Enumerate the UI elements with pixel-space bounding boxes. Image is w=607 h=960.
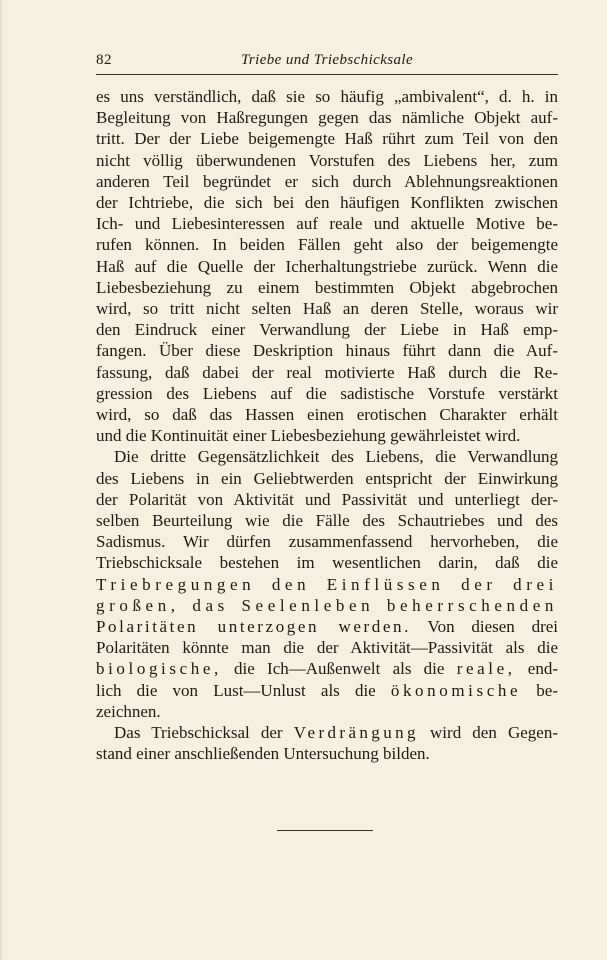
text-line: der Polarität von Aktivität und Passivität und unterliegt der-: [96, 489, 558, 509]
plain-text: end-: [515, 659, 558, 679]
header-rule: [96, 74, 558, 75]
end-rule: [277, 830, 373, 831]
spaced-text-line: großen, das Seelenleben beherrschenden: [96, 595, 558, 615]
text-line: fassung, daß dabei der real motivierte Haß durch die Re-: [96, 362, 558, 382]
plain-text: be-: [521, 680, 558, 700]
text-line: Die dritte Gegensätzlichkeit des Liebens, die Verwandlung: [114, 447, 558, 467]
text-line: Sadismus. Wir dürfen zusammenfassend hervorheben, die: [96, 532, 558, 552]
body-text: [96, 86, 558, 765]
spaced-text-line: Triebregungen den Einflüssen der drei: [96, 574, 558, 594]
text-line: wird, so daß das Hassen einen erotischen Charakter erhält: [96, 405, 558, 425]
text-line: [96, 722, 558, 743]
spaced-emphasis: reale,: [456, 659, 516, 679]
text-line: nicht völlig überwundenen Vorstufen des Liebens her, zum: [96, 150, 558, 170]
text-line: stand einer anschließenden Untersuchung bilden.: [96, 744, 430, 764]
text-line: Ich- und Liebesinteressen auf reale und aktuelle Motive be-: [96, 214, 558, 234]
page-header: [96, 52, 558, 74]
text-line: Begleitung von Haßregungen gegen das nämliche Objekt auf-: [96, 108, 558, 128]
text-line: der Ichtriebe, die sich bei den häufigen Konflikten zwischen: [96, 193, 558, 213]
text-line: Liebesbeziehung zu einem bestimmten Objekt abgebrochen: [96, 277, 558, 297]
plain-text: wird den Gegen-: [418, 723, 558, 743]
text-line: tritt. Der der Liebe beigemengte Haß rührt zum Teil von den: [96, 129, 558, 149]
text-line: den Eindruck einer Verwandlung der Liebe in Haß emp-: [96, 320, 558, 340]
plain-text: Das Triebschicksal der: [114, 723, 294, 743]
text-line: [96, 658, 558, 679]
running-title: Triebe und Triebschicksale: [240, 52, 414, 68]
text-line: es uns verständlich, daß sie so häufig „ambivalent“, d. h. in: [96, 87, 558, 106]
spaced-emphasis: Verdrängung: [293, 723, 419, 743]
text-line: des Liebens in ein Geliebtwerden entspricht der Einwirkung: [96, 468, 558, 488]
plain-text: Von diesen drei: [411, 617, 558, 637]
text-line: Haß auf die Quelle der Icherhaltungstriebe zurück. Wenn die: [96, 256, 558, 276]
text-line: fangen. Über diese Deskription hinaus führt dann die Auf-: [96, 341, 558, 361]
plain-text: lich die von Lust—Unlust als die: [96, 680, 391, 700]
text-line: [96, 616, 558, 637]
text-line: zeichnen.: [96, 701, 161, 721]
page-number: 82: [96, 52, 112, 68]
spaced-emphasis: Polaritäten unterzogen werden.: [96, 617, 412, 637]
text-line: selben Beurteilung wie die Fälle des Schautriebes und des: [96, 511, 558, 531]
text-line: [96, 680, 558, 701]
plain-text: die Ich—Außenwelt als die: [221, 659, 457, 679]
text-line: Triebschicksale bestehen im wesentlichen darin, daß die: [96, 553, 558, 573]
text-line: gression des Liebens auf die sadistische Vorstufe verstärkt: [96, 383, 558, 403]
text-line: rufen können. In beiden Fällen geht also der beigemengte: [96, 235, 558, 255]
text-line: anderen Teil begründet er sich durch Ablehnungsreaktionen: [96, 171, 558, 191]
text-line: wird, so tritt nicht selten Haß an deren Stelle, woraus wir: [96, 299, 558, 319]
text-line: und die Kontinuität einer Liebesbeziehung gewährleistet wird.: [96, 426, 521, 446]
text-line: Polaritäten könnte man die der Aktivität—Passivität als die: [96, 638, 558, 658]
spaced-emphasis: ökonomische: [390, 680, 522, 700]
spaced-emphasis: biologische,: [96, 659, 222, 679]
